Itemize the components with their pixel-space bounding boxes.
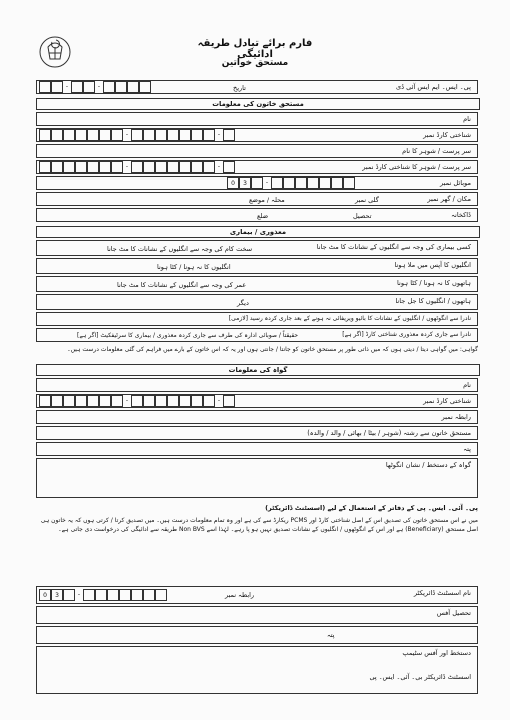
ben-cnic-row — [36, 128, 478, 142]
office-phone-label: رابطہ نمبر — [225, 591, 255, 599]
district-label: ضلع — [257, 212, 269, 220]
disability-note-2 — [36, 328, 478, 342]
office-sign-block[interactable] — [36, 646, 478, 694]
disability-option: دیگر — [237, 299, 249, 307]
witness-signature-row[interactable] — [36, 458, 478, 498]
witness-relation-row[interactable] — [36, 426, 478, 440]
disability-row-4[interactable] — [36, 294, 478, 310]
ben-cnic-boxes[interactable]: - - — [39, 129, 235, 141]
disability-option: انگلیوں کا آپس میں ملا ہونا — [394, 261, 471, 269]
office-address-label: پتہ — [327, 631, 335, 639]
disability-option: عمر کی وجہ سے انگلیوں کے نشانات کا مٹ جانا — [117, 281, 247, 289]
street-label: گلی نمبر — [355, 196, 379, 204]
form-subtitle: مستحق خواتین — [221, 58, 289, 68]
office-designation: اسسٹنٹ ڈائریکٹر بی۔ آئی۔ ایس۔ پی — [369, 673, 471, 681]
section-beneficiary: مستحق خاتون کی معلومات — [36, 98, 480, 110]
office-phone-digit: 0 — [39, 589, 51, 601]
section-witness: گواہ کی معلومات — [36, 364, 480, 376]
witness-cnic-boxes[interactable]: - - — [39, 395, 235, 407]
section-disability: معذوری / بیماری — [36, 226, 480, 238]
witness-relation-label: مستحق خاتون سے رشتہ (شوہر / بیٹا / بھائی / والد / والدہ) — [307, 429, 471, 437]
address-row-2[interactable] — [36, 208, 478, 222]
declaration-text: گواہی: میں گواہی دیتا / دیتی ہوں کہ میں ذاتی طور پر مستحق خاتون کو جانتا / جانتی ہوں اور یہ کہ اس خاتون کے بارے میں فراہم کی گئی معلومات درست ہیں۔ — [67, 346, 478, 353]
tehsil-office-label: تحصیل آفس — [436, 609, 471, 617]
guardian-name-row[interactable] — [36, 144, 478, 158]
mohalla-label: محلہ / موضع — [249, 196, 285, 204]
mobile-boxes[interactable]: 0 3 - — [227, 177, 355, 189]
mobile-label: موبائل نمبر — [440, 179, 471, 187]
guardian-cnic-label: سر پرست / شوہر کا شناختی کارڈ نمبر — [362, 163, 471, 171]
witness-address-label: پتہ — [463, 445, 471, 453]
ad-name-label: نام اسسٹنٹ ڈائریکٹر — [413, 589, 471, 597]
date-label: تاریخ — [233, 84, 246, 92]
ben-cnic-label: شناختی کارڈ نمبر — [423, 131, 471, 139]
note-text: نادرا سے جاری کردہ معذوری شناختی کارڈ [اگر ہے] — [342, 331, 471, 338]
office-heading: پی۔ آئی۔ ایس۔ پی کے دفاتر کے استعمال کے لیے (اسسٹنٹ ڈائریکٹر) — [265, 504, 478, 512]
disability-option: انگلیوں کا نہ ہونا / کٹا ہونا — [157, 263, 231, 271]
psid-label: پی۔ ایس۔ ایم ایس آئی ڈی — [395, 83, 471, 91]
tehsil-label: تحصیل — [353, 212, 372, 220]
witness-name-row[interactable] — [36, 378, 478, 392]
mobile-digit: 0 — [227, 177, 239, 189]
witness-address-row[interactable] — [36, 442, 478, 456]
witness-cnic-label: شناختی کارڈ نمبر — [423, 397, 471, 405]
office-row-2[interactable] — [36, 606, 478, 624]
date-boxes[interactable]: - - — [39, 81, 151, 93]
witness-phone-label: رابطہ نمبر — [441, 413, 471, 421]
note-text: حقیقتاً / صوبائی ادارہ کی طرف سے جاری کردہ معذوری / بیماری کا سرٹیفکیٹ [اگر ہے] — [77, 332, 299, 339]
witness-signature-label: گواہ کے دستخط / نشان انگوٹھا — [385, 461, 471, 469]
disability-row-1[interactable] — [36, 240, 478, 256]
form-title: فارم برائے تبادل طریقہ ادائیگی — [197, 38, 313, 60]
office-phone-boxes[interactable]: 0 3 - — [39, 589, 167, 601]
disability-row-3[interactable] — [36, 276, 478, 292]
office-phone-digit: 3 — [51, 589, 63, 601]
witness-cnic-row — [36, 394, 478, 408]
ben-name-label: نام — [463, 115, 471, 123]
ben-name-row[interactable] — [36, 112, 478, 126]
disability-row-2[interactable] — [36, 258, 478, 274]
witness-phone-row[interactable] — [36, 410, 478, 424]
post-office-label: ڈاکخانہ — [451, 211, 471, 219]
address-row-1[interactable] — [36, 192, 478, 206]
witness-name-label: نام — [463, 381, 471, 389]
psid-row — [36, 80, 478, 94]
disability-note-1 — [36, 312, 478, 326]
disability-option: کسی بیماری کی وجہ سے انگلیوں کے نشانات کا مٹ جانا — [316, 243, 471, 251]
office-row-1 — [36, 586, 478, 604]
office-sign-label: دستخط اور آفس سٹیمپ — [402, 649, 471, 657]
office-paragraph: میں نے اس مستحق خاتون کی تصدیق اس کے اصل شناختی کارڈ اور PCMS ریکارڈ سے کی ہے اور وہ تمام معلومات درست ہیں۔ میں تصدیق کرتا / کرتی ہوں کہ یہ خاتون ہی اصل مستحق (Beneficiary) ہے اور اس کے انگوٹھوں / انگلیوں کے نشانات تصدیق نہیں ہو پا رہے۔ لہٰذا اسے Non BVS طریقہ سے ادائیگی کی درخواست دی جاتی ہے۔ — [40, 517, 478, 533]
disability-option: سخت کام کی وجہ سے انگلیوں کے نشانات کا مٹ جانا — [107, 245, 253, 253]
house-label: مکان / گھر نمبر — [427, 195, 471, 203]
disability-option: ہاتھوں کا نہ ہونا / کٹا ہونا — [396, 279, 471, 287]
disability-option: ہاتھوں / انگلیوں کا جل جانا — [395, 297, 471, 305]
mobile-digit: 3 — [239, 177, 251, 189]
guardian-cnic-boxes[interactable]: - - — [39, 161, 235, 173]
government-emblem-icon — [38, 35, 72, 69]
mobile-row — [36, 176, 478, 190]
office-row-3[interactable] — [36, 626, 478, 644]
note-text: نادرا سے انگوٹھوں / انگلیوں کے نشانات کا بائیو ویریفائی نہ ہونے کے بعد جاری کردہ رسید [لازمی] — [228, 315, 471, 322]
guardian-cnic-row — [36, 160, 478, 174]
guardian-name-label: سر پرست / شوہر کا نام — [402, 147, 471, 155]
